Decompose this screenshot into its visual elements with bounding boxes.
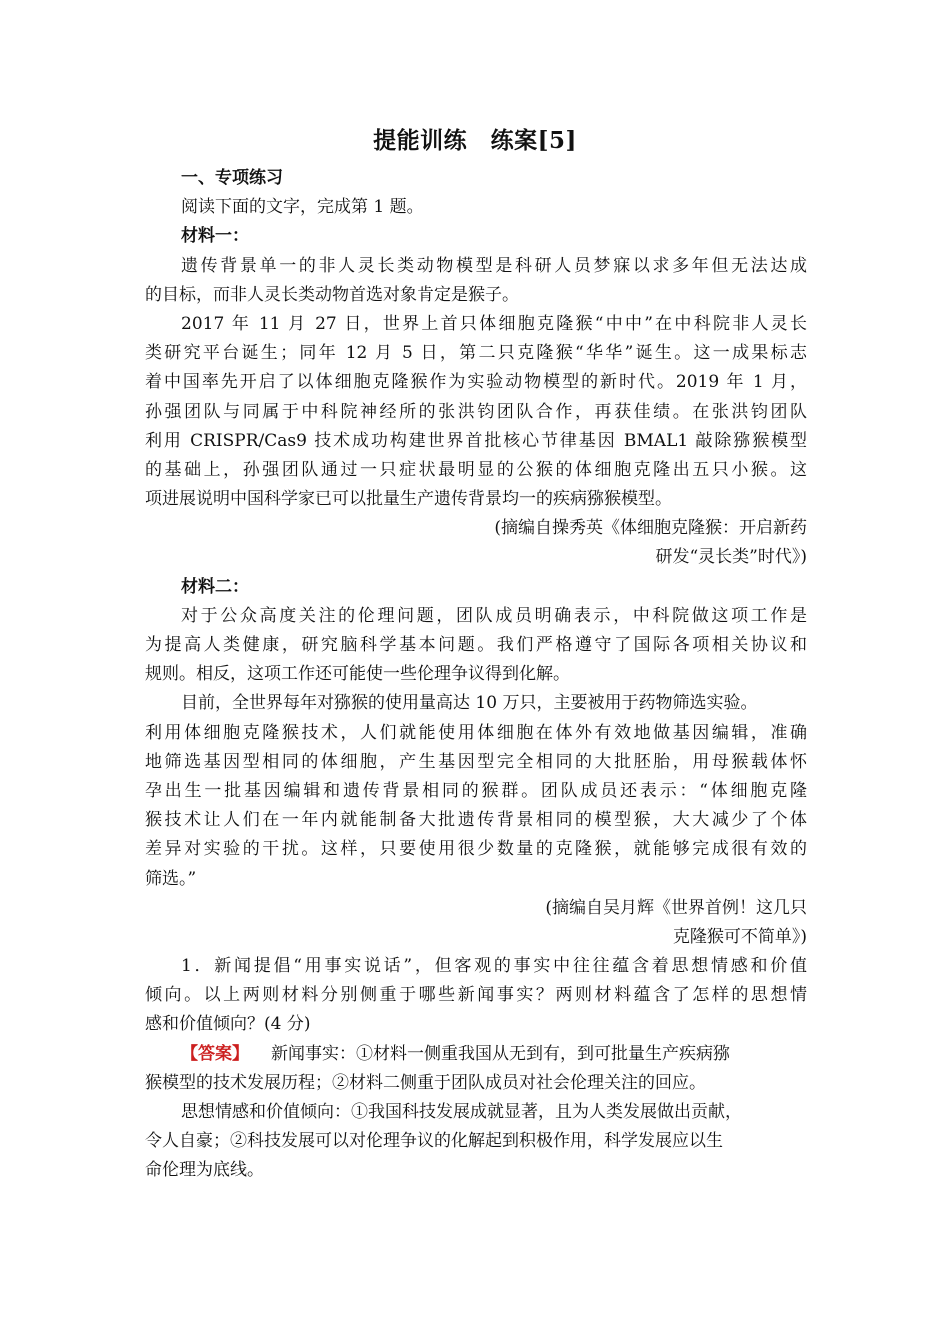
material2-line: 地筛选基因型相同的体细胞，产生基因型完全相同的大批胚胎，用母猴载体怀 <box>145 751 807 772</box>
material1-line: 类研究平台诞生；同年 12 月 5 日，第二只克隆猴“华华”诞生。这一成果标志 <box>145 343 807 364</box>
question-line: 感和价值倾向？(4 分) <box>145 1014 311 1035</box>
material1-line: 项进展说明中国科学家已可以批量生产遗传背景均一的疾病猕猴模型。 <box>145 489 672 510</box>
question-line: 1．新闻提倡“用事实说话”，但客观的事实中往往蕴含着思想情感和价值 <box>181 956 807 977</box>
material1-label: 材料一： <box>181 226 249 247</box>
answer-text: 新闻事实：①材料一侧重我国从无到有，到可批量生产疾病猕 <box>271 1043 730 1064</box>
question-line: 倾向。以上两则材料分别侧重于哪些新闻事实？两则材料蕴含了怎样的思想情 <box>145 985 807 1006</box>
material2-line: 对于公众高度关注的伦理问题，团队成员明确表示，中科院做这项工作是 <box>181 605 807 626</box>
answer-line: 命伦理为底线。 <box>145 1160 264 1181</box>
material2-source: (摘编自吴月辉《世界首例！这几只 <box>545 897 807 918</box>
answer-first-line <box>145 1040 807 1069</box>
material2-label: 材料二： <box>181 576 249 597</box>
material2-line: 利用体细胞克隆猴技术，人们就能使用体细胞在体外有效地做基因编辑，准确 <box>145 722 807 743</box>
material2-line: 目前，全世界每年对猕猴的使用量高达 10 万只，主要被用于药物筛选实验。 <box>181 693 758 714</box>
material2-line: 为提高人类健康，研究脑科学基本问题。我们严格遵守了国际各项相关协议和 <box>145 635 807 655</box>
material2-line: 规则。相反，这项工作还可能使一些伦理争议得到化解。 <box>145 664 570 685</box>
material2-line: 筛选。” <box>145 868 197 889</box>
answer-line: 猴模型的技术发展历程；②材料二侧重于团队成员对社会伦理关注的回应。 <box>145 1072 706 1093</box>
section-heading: 一、专项练习 <box>181 168 283 188</box>
material2-line: 猴技术让人们在一年内就能制备大批遗传背景相同的模型猴，大大减少了个体 <box>145 810 807 831</box>
material1-line: 利用 CRISPR/Cas9 技术成功构建世界首批核心节律基因 BMAL1 敲除猕猴模型 <box>145 430 807 451</box>
material1-line: 的基础上，孙强团队通过一只症状最明显的公猴的体细胞克隆出五只小猴。这 <box>145 459 807 480</box>
material2-line: 差异对实验的干扰。这样，只要使用很少数量的克隆猴，就能够完成很有效的 <box>145 839 807 860</box>
material1-line: 遗传背景单一的非人灵长类动物模型是科研人员梦寐以求多年但无法达成 <box>181 255 807 276</box>
material2-source: 克隆猴可不简单》) <box>672 926 807 947</box>
answer-tag: 【答案】 <box>181 1043 249 1064</box>
page-title: 提能训练 练案[5] <box>373 127 577 154</box>
material1-source: (摘编自操秀英《体细胞克隆猴：开启新药 <box>494 518 807 539</box>
material1-line: 孙强团队与同属于中科院神经所的张洪钧团队合作，再获佳绩。在张洪钧团队 <box>145 401 807 422</box>
instruction-text: 阅读下面的文字，完成第 1 题。 <box>181 197 424 218</box>
answer-line: 令人自豪；②科技发展可以对伦理争议的化解起到积极作用，科学发展应以生 <box>145 1131 723 1152</box>
material2-line: 孕出生一批基因编辑和遗传背景相同的猴群。团队成员还表示：“体细胞克隆 <box>145 780 807 801</box>
material1-source: 研发“灵长类”时代》) <box>655 547 807 568</box>
document-body <box>145 164 807 1186</box>
material1-line: 2017 年 11 月 27 日，世界上首只体细胞克隆猴“中中”在中科院非人灵长 <box>181 313 807 334</box>
material1-line: 的目标，而非人灵长类动物首选对象肯定是猴子。 <box>145 284 519 305</box>
material1-line: 着中国率先开启了以体细胞克隆猴作为实验动物模型的新时代。2019 年 1 月， <box>145 372 807 393</box>
answer-line: 思想情感和价值倾向：①我国科技发展成就显著，且为人类发展做出贡献， <box>181 1102 742 1122</box>
